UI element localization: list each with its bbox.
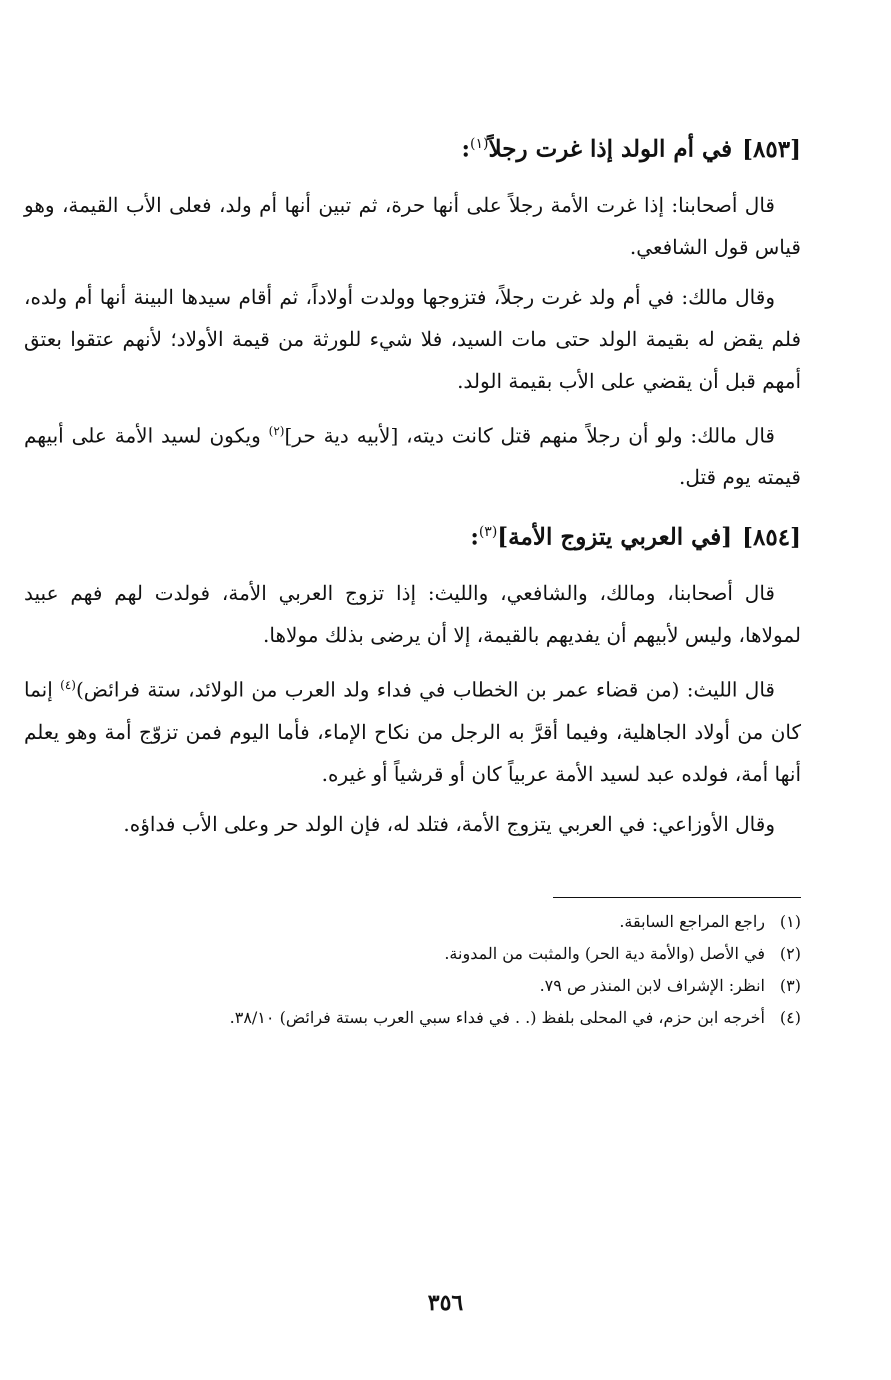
section-title: في أم الولد إذا غرت رجلاً [488, 135, 733, 163]
footnote [24, 1002, 801, 1034]
paragraph [24, 664, 801, 795]
section-853 [24, 124, 801, 498]
footnote-divider [553, 897, 801, 898]
paragraph: قال أصحابنا، ومالك، والشافعي، والليث: إذا تزوج العربي الأمة، فولدت لهم فهم عبيد لمولاها، وليس لأبيهم أن يفديهم بالقيمة، إلا أن يرضى بذلك مولاها. [24, 580, 801, 647]
section-854 [24, 512, 801, 844]
section-number: [٨٥٣] [742, 135, 801, 163]
footnote-ref: (٢) [268, 423, 285, 438]
section-heading [24, 512, 801, 558]
footnote [24, 938, 801, 970]
paragraph: وقال مالك: في أم ولد غرت رجلاً، فتزوجها وولدت أولاداً، ثم أقام سيدها البينة أنها أم ولده، فلم يقض له بقيمة الولد حتى مات السيد، فلا شيء للورثة من قيمة الأولاد؛ لأنهم عتقوا بعتق أمهم قبل أن يقضي على الأب بقيمة الولد. [24, 284, 801, 393]
footnote-ref: (١) [470, 136, 489, 152]
footnote-ref: (٣) [478, 524, 498, 541]
section-title: [في العربي يتزوج الأمة] [497, 523, 733, 551]
footnote-text: انظر: الإشراف لابن المنذر ص ٧٩. [539, 975, 765, 995]
footnote-text: أخرجه ابن حزم، في المحلى بلفظ (. . في فداء سبي العرب بستة فرائض) ٣٨/١٠. [229, 1007, 765, 1027]
footnote-mark: (١) [779, 911, 801, 931]
paragraph-text: قال مالك: ولو أن رجلاً منهم قتل كانت ديته، [لأبيه دية حر] [284, 423, 775, 448]
footnote [24, 970, 801, 1002]
footnote-mark: (٣) [779, 975, 801, 995]
section-heading [24, 124, 801, 170]
paragraph-text: إنما كان من أولاد الجاهلية، وفيما أقرَّ به الرجل من نكاح الإماء، فأما اليوم فمن تزوّج أمة وهو يعلم أنها أمة، فولده عبد لسيد الأمة عربياً كان أو قرشياً أو غيره. [24, 677, 801, 786]
heading-colon: : [470, 523, 479, 551]
page-number: ٣٥٦ [427, 1290, 464, 1316]
footnotes [24, 906, 801, 1034]
paragraph: قال أصحابنا: إذا غرت الأمة رجلاً على أنها حرة، ثم تبين أنها أم ولد، فعلى الأب القيمة، وهو قياس قول الشافعي. [24, 192, 801, 259]
section-number: [٨٥٤] [742, 523, 801, 551]
paragraph-text: قال الليث: (من قضاء عمر بن الخطاب في فداء ولد العرب من الولائد، ستة فرائض) [75, 677, 775, 702]
paragraph-text: ويكون لسيد الأمة على أبيهم قيمته يوم قتل. [24, 423, 801, 490]
paragraph [24, 410, 801, 499]
heading-colon: : [461, 135, 471, 163]
footnote-text: راجع المراجع السابقة. [619, 911, 765, 931]
paragraph: وقال الأوزاعي: في العربي يتزوج الأمة، فتلد له، فإن الولد حر وعلى الأب فداؤه. [123, 811, 775, 836]
footnote-mark: (٤) [779, 1007, 801, 1027]
footnote-ref: (٤) [60, 677, 76, 692]
footnote-text: في الأصل (والأمة دية الحر) والمثبت من المدونة. [444, 943, 765, 963]
footnote-mark: (٢) [779, 943, 801, 963]
footnote [24, 906, 801, 938]
